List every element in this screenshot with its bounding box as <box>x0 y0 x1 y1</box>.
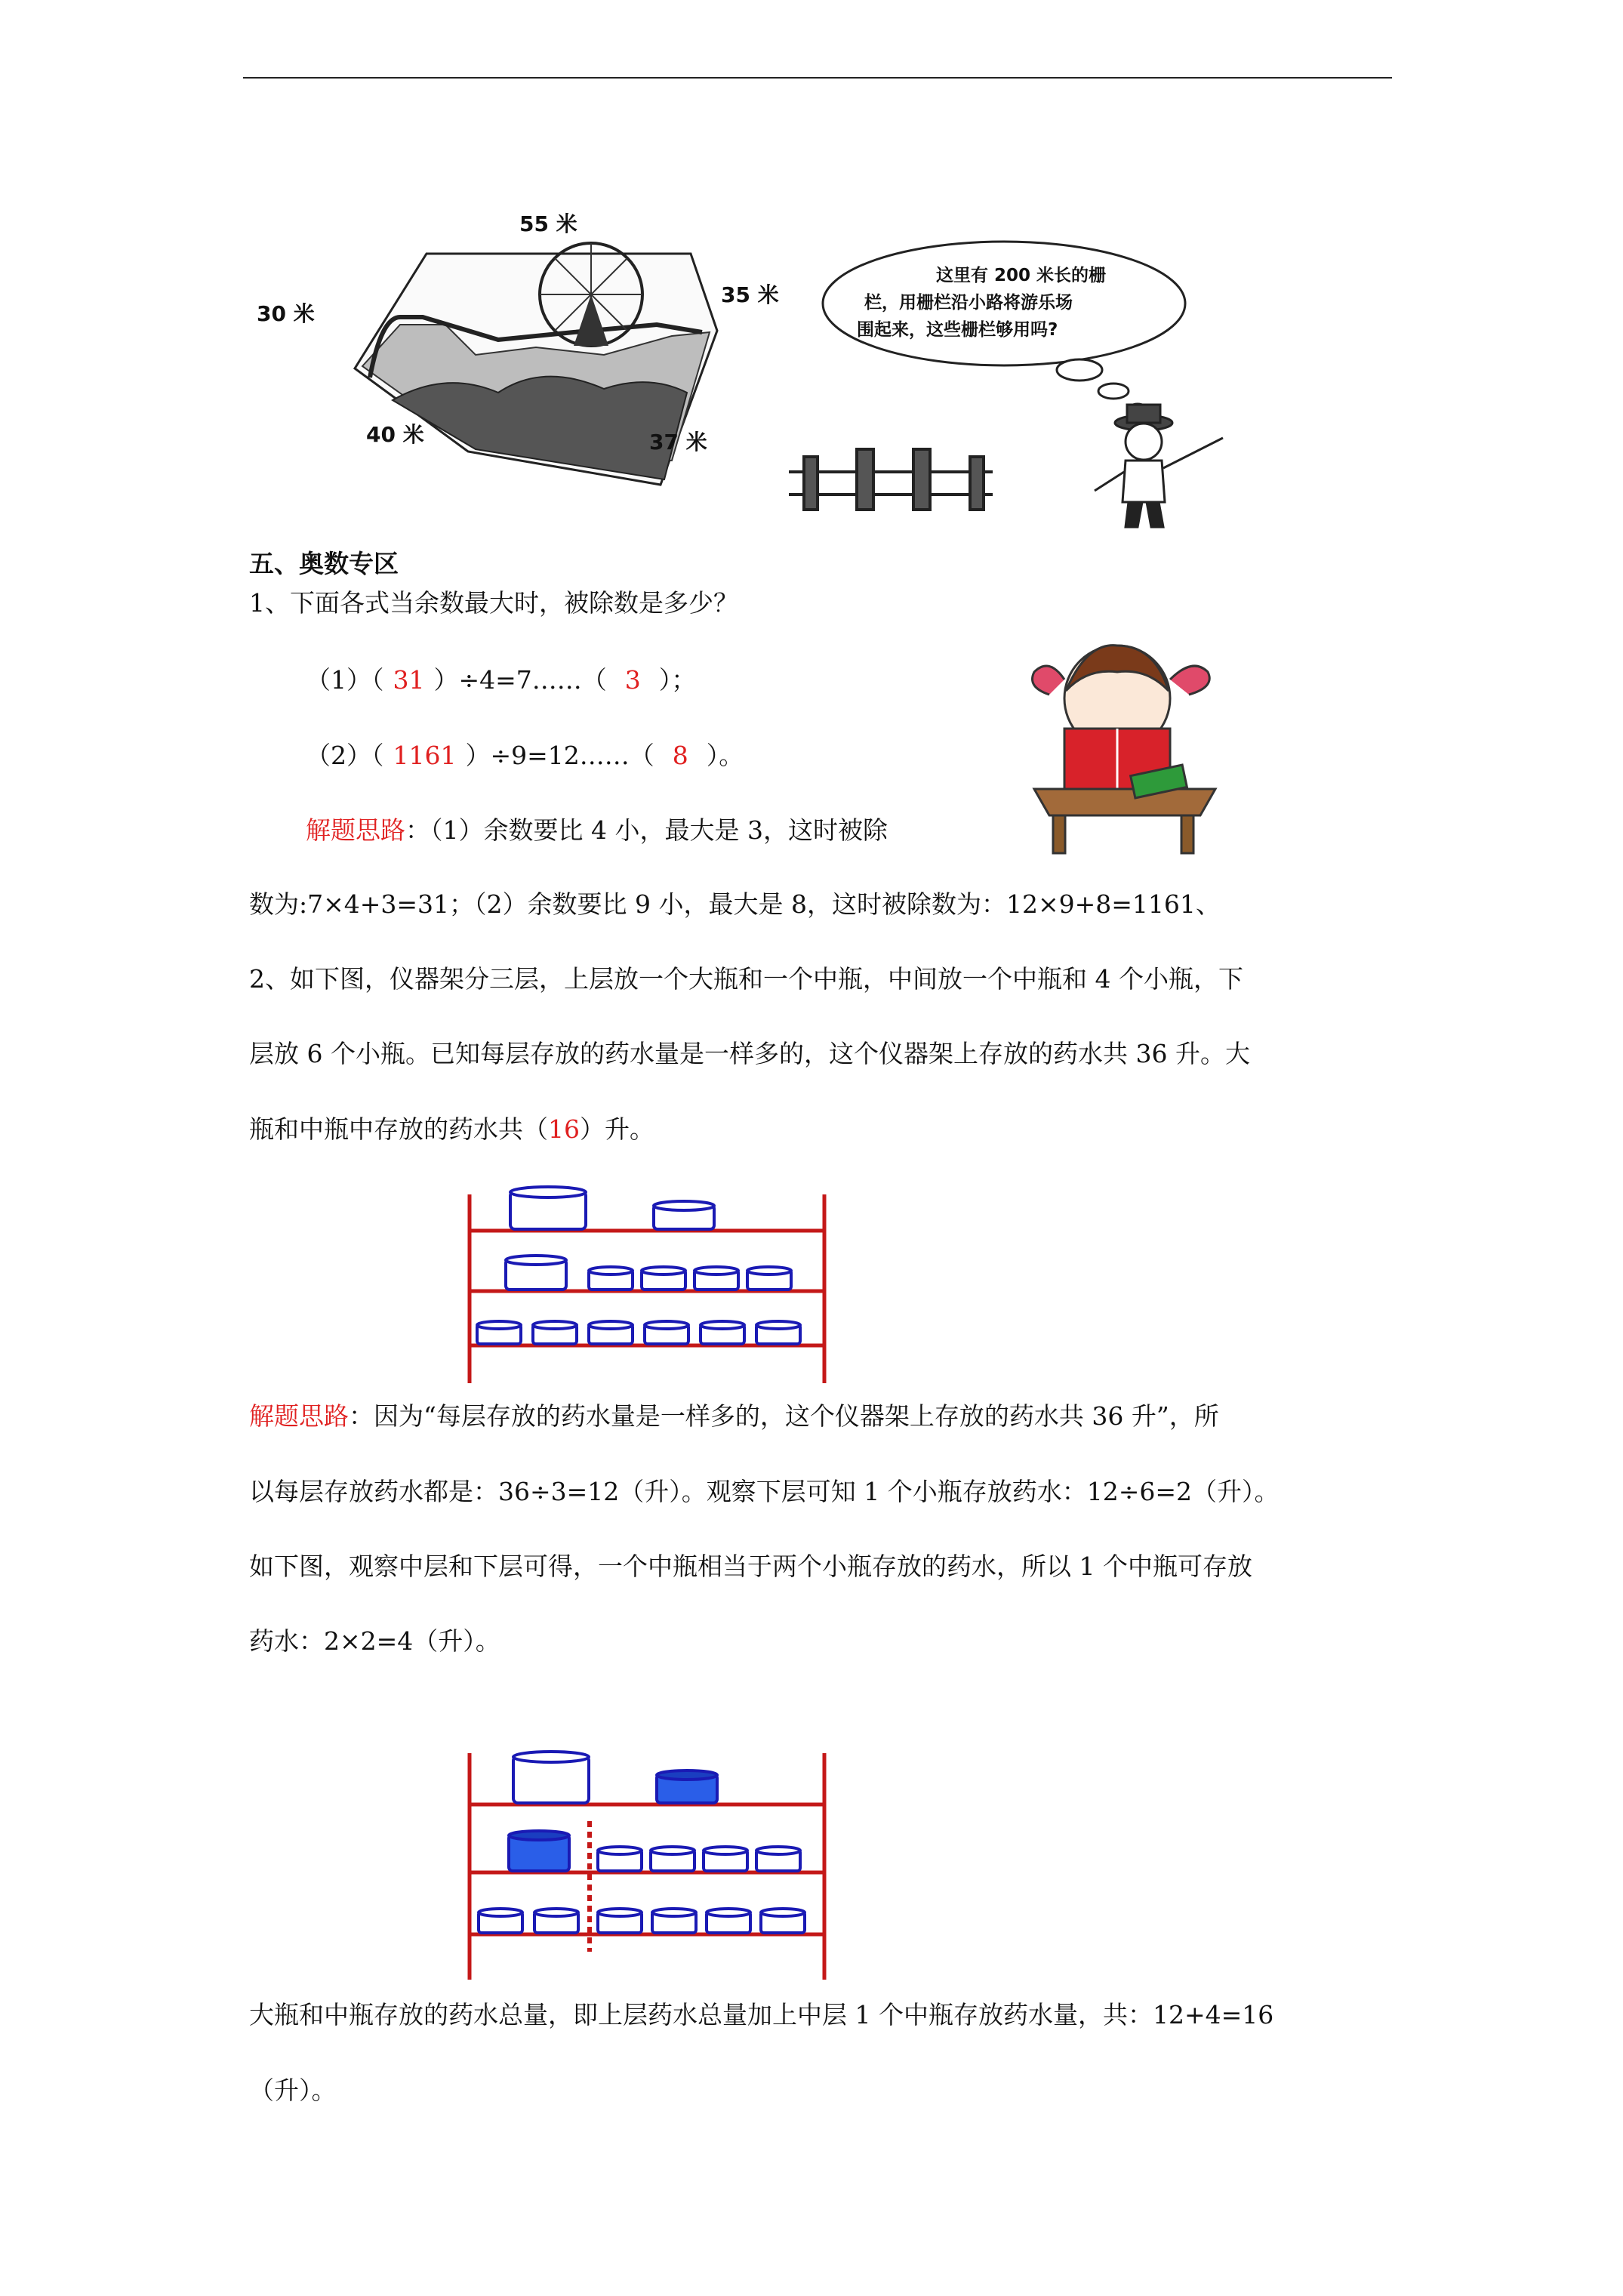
q1-line-2 <box>306 743 744 768</box>
q1-solution-label: 解题思路 <box>306 815 405 845</box>
shelf-figure-1 <box>460 1178 853 1389</box>
q1-line-1-suffix: ）； <box>658 665 697 695</box>
q2-line-2: 层放 6 个小瓶。已知每层存放的药水量是一样多的，这个仪器架上存放的药水共 36 升。大 <box>249 1039 1250 1068</box>
q1-line-2-suffix: ）。 <box>706 741 744 770</box>
bubble-line-3: 围起来，这些栅栏够用吗? <box>857 320 1058 340</box>
q2-solution-line-2: 以每层存放药水都是：36÷3=12（升）。观察下层可知 1 个小瓶存放药水：12÷6=2（升）。 <box>249 1477 1280 1506</box>
park-label-bottom-left: 40 米 <box>366 422 424 447</box>
speech-bubble-figure <box>789 234 1257 536</box>
q1-line-1-mid: ）÷4=7……（ <box>433 665 607 695</box>
q2-line-3-prefix: 瓶和中瓶中存放的药水共（ <box>249 1114 548 1144</box>
q2-final-line-1: 大瓶和中瓶存放的药水总量，即上层药水总量加上中层 1 个中瓶存放药水量，共：12+4=16 <box>249 2000 1274 2029</box>
girl-reading-illustration <box>1019 627 1230 861</box>
header-rule <box>243 77 1392 79</box>
q2-final-line-2: （升）。 <box>249 2076 337 2105</box>
q1-solution-line-2: 数为:7×4+3=31；（2）余数要比 9 小，最大是 8，这时被除数为：12×9+8=1161、 <box>249 889 1221 919</box>
section-heading: 五、奥数专区 <box>249 549 399 578</box>
q2-solution-label: 解题思路 <box>249 1401 349 1431</box>
q1-line-1 <box>306 665 697 695</box>
q1-solution-text-1: ：（1）余数要比 4 小，最大是 3，这时被除 <box>405 815 888 845</box>
q1-answer-remainder-1: 3 <box>624 665 641 695</box>
park-label-right: 35 米 <box>721 282 779 307</box>
q2-answer: 16 <box>548 1114 580 1144</box>
q1-stem: 1、下面各式当余数最大时，被除数是多少？ <box>249 588 738 618</box>
q2-line-3 <box>249 1114 654 1144</box>
park-label-top: 55 米 <box>519 211 577 236</box>
shelf-figure-2 <box>460 1737 853 1986</box>
bubble-line-1: 这里有 200 米长的栅 <box>936 266 1107 285</box>
q1-answer-dividend-1: 31 <box>393 665 425 695</box>
q2-solution-line-3: 如下图，观察中层和下层可得，一个中瓶相当于两个小瓶存放的药水，所以 1 个中瓶可存放 <box>249 1552 1252 1581</box>
park-label-bottom-right: 37 米 <box>649 430 707 455</box>
q1-line-2-prefix: （2）（ <box>306 741 384 770</box>
q1-solution-line-1 <box>306 815 888 845</box>
q1-answer-dividend-2: 1161 <box>393 741 457 770</box>
q1-answer-remainder-2: 8 <box>672 741 688 770</box>
q2-line-3-suffix: ）升。 <box>580 1114 654 1144</box>
q2-line-1: 2、如下图，仪器架分三层，上层放一个大瓶和一个中瓶，中间放一个中瓶和 4 个小瓶，下 <box>249 964 1243 994</box>
park-figure <box>249 211 808 529</box>
park-label-left: 30 米 <box>257 301 315 326</box>
q1-line-1-prefix: （1）（ <box>306 665 384 695</box>
q1-line-2-mid: ）÷9=12……（ <box>465 741 654 770</box>
q2-solution-line-4: 药水：2×2=4（升）。 <box>249 1626 500 1656</box>
q2-solution-text-1: ：因为“每层存放的药水量是一样多的，这个仪器架上存放的药水共 36 升”，所 <box>349 1401 1219 1431</box>
q2-solution-line-1 <box>249 1401 1219 1431</box>
bubble-line-2: 栏，用栅栏沿小路将游乐场 <box>864 293 1073 313</box>
